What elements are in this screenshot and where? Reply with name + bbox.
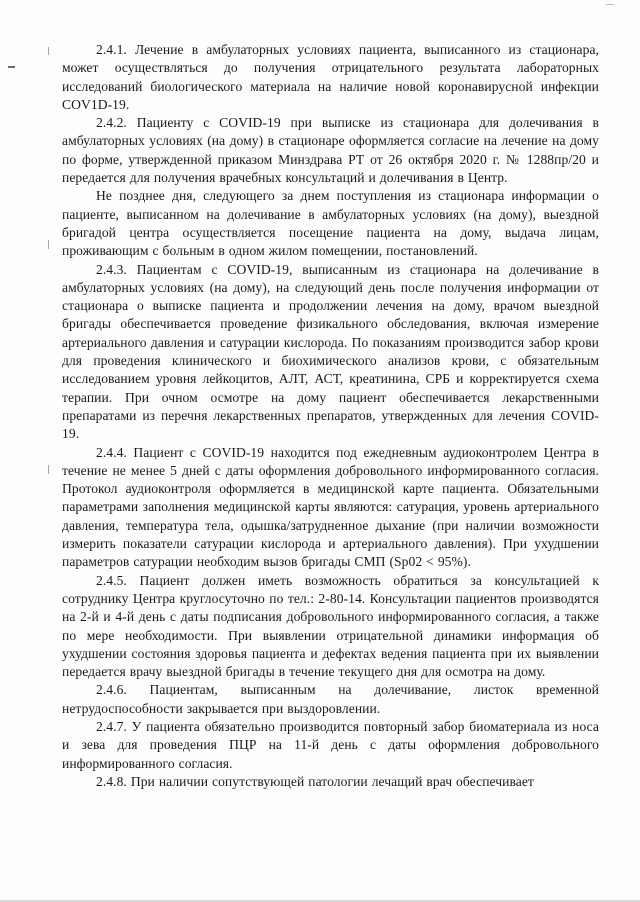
paragraph-2-4-7: 2.4.7. У пациента обязательно производится повторный забор биоматериала из носа и зева для проведения ПЦР на 11-й день с даты оформления добровольного информированного согласия. bbox=[62, 718, 599, 771]
scan-artifact bbox=[8, 66, 15, 68]
scan-artifact bbox=[48, 240, 49, 249]
scan-artifact bbox=[48, 465, 49, 474]
document-body bbox=[62, 41, 599, 791]
paragraph-2-4-2-continuation: Не позднее дня, следующего за днем поступления из стационара информации о пациенте, выписанном на долечивание в амбулаторных условиях (на дому), выездной бригадой центра осуществляется посещение пациента на дому, выдача лицам, проживающим с больным в одном жилом помещении, постановлений. bbox=[62, 188, 599, 259]
paragraph-2-4-8: 2.4.8. При наличии сопутствующей патологии лечащий врач обеспечивает bbox=[96, 773, 534, 789]
paragraph-2-4-1: 2.4.1. Лечение в амбулаторных условиях пациента, выписанного из стационара, может осуществляться до получения отрицательного результата лабораторных исследований биологического материала на наличие новой коронавирусной инфекции COV1D-19. bbox=[62, 42, 599, 112]
paragraph-2-4-2: 2.4.2. Пациенту с COVID-19 при выписке из стационара для долечивания в амбулаторных условиях (на дому) в стационаре оформляется согласие на лечение на дому по форме, утвержденной приказом Минздрава РТ от 26 октября 2020 г. № 1288пр/20 и передается для получения врачебных консультаций и долечивания в Центр. bbox=[62, 115, 599, 186]
paragraph-2-4-4: 2.4.4. Пациент с COVID-19 находится под ежедневным аудиоконтролем Центра в течение не менее 5 дней с даты оформления добровольного информированного согласия. Протокол аудиоконтроля оформляется в медицинской карте пациента. Обязательными параметрами заполнения медицинской карты являются: сатурация, уровень артериального давления, температура тела, одышка/затрудненное дыхание (при наличии возможности измерить показатели сатурации кислорода и артериального давления). При ухудшении параметров сатурации необходим вызов бригады СМП (Sp02 < 95%). bbox=[62, 444, 599, 570]
scan-artifact bbox=[606, 4, 614, 5]
paragraph-2-4-3: 2.4.3. Пациентам с COVID-19, выписанным из стационара на долечивание в амбулаторных условиях (на дому), на следующий день после получения информации от стационара о выписке пациента и продолжении лечения на дому, врачом выездной бригады обеспечивается проведение физикального обследования, включая измерение артериального давления и сатурации кислорода. По показаниям производится забор крови для проведения клинического и биохимического анализов крови, с обязательным исследованием уровня лейкоцитов, АЛТ, АСТ, креатинина, СРБ и корректируется схема терапии. При очном осмотре на дому пациент обеспечивается лекарственными препаратами из перечня лекарственных препаратов, утвержденных для лечения COVID-19. bbox=[62, 261, 599, 442]
paragraph-2-4-5: 2.4.5. Пациент должен иметь возможность обратиться за консультацией к сотруднику Центра круглосуточно по тел.: 2-80-14. Консультации пациентов производятся на 2-й и 4-й день с даты подписания добровольного информированного согласия, а также по мере необходимости. При выявлении отрицательной динамики информация об ухудшении состояния здоровья пациента и дефектах ведения пациента при их выявлении передается врачу выездной бригады в течение текущего дня для осмотра на дому. bbox=[62, 572, 599, 680]
scan-artifact bbox=[48, 47, 49, 55]
paragraph-2-4-6: 2.4.6. Пациентам, выписанным на долечивание, листок временной нетрудоспособности закрывается при выздоровлении. bbox=[62, 682, 599, 716]
